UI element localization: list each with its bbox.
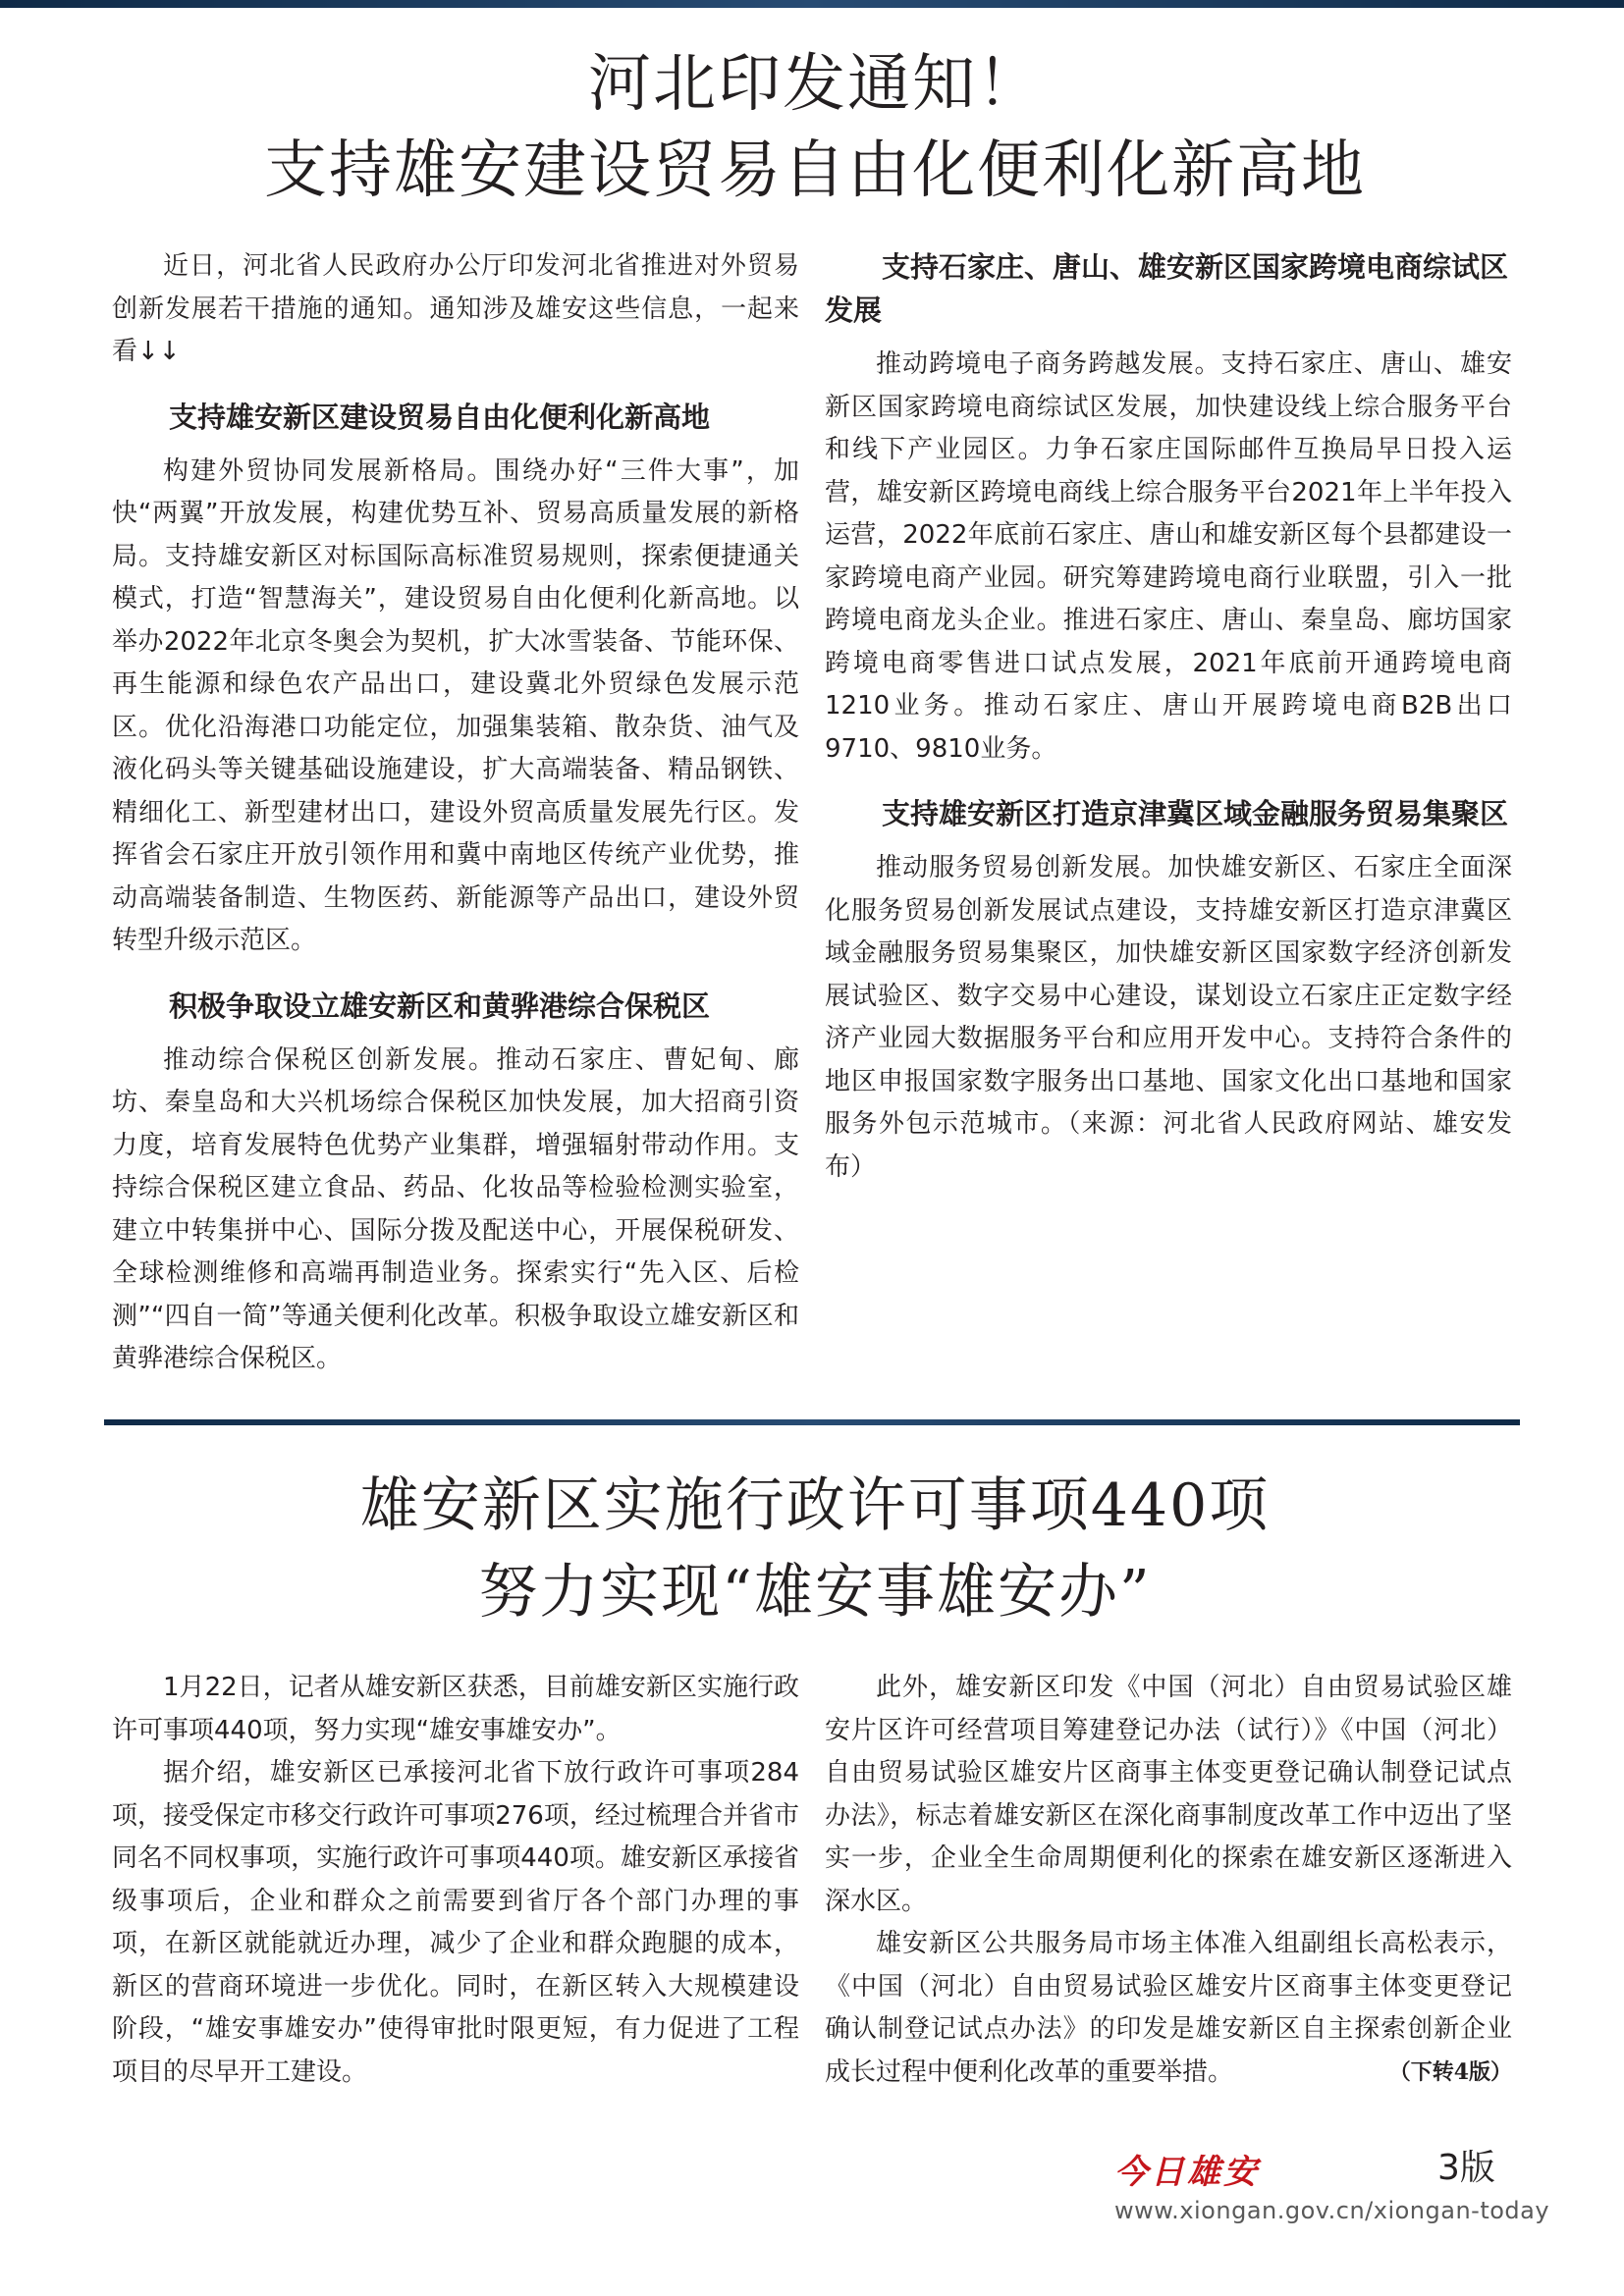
article2-right-column xyxy=(825,1667,1512,2138)
article2-paragraph2: 据介绍，雄安新区已承接河北省下放行政许可事项284项，接受保定市移交行政许可事项276项，经过梳理合并省市同名不同权事项，实施行政许可事项440项。雄安新区承接省级事项后，企业和群众之前需要到省厅各个部门办理的事项，在新区就能就近办理，减少了企业和群众跑腿的成本，新区的营商环境进一步优化。同时，在新区转入大规模建设阶段，“雄安事雄安办”使得审批时限更短，有力促进了工程项目的尽早开工建设。 xyxy=(112,1758,799,2087)
newspaper-logo: 今日雄安 xyxy=(1114,2153,1260,2192)
continued-note: （下转4版） xyxy=(1388,2058,1512,2085)
article2-title-line2: 努力实现“雄安事雄安办” xyxy=(478,1558,1152,1627)
top-band xyxy=(0,0,1624,8)
website-url: www.xiongan.gov.cn/xiongan-today xyxy=(1114,2197,1550,2224)
article2-paragraph3: 此外，雄安新区印发《中国（河北）自由贸易试验区雄安片区许可经营项目筹建登记办法（试行）》《中国（河北）自由贸易试验区雄安片区商事主体变更登记确认制登记试点办法》，标志着雄安新区在深化商事制度改革工作中迈出了坚实一步，企业全生命周期便利化的探索在雄安新区逐渐进入深水区。 xyxy=(825,1673,1512,1916)
article1-right-column xyxy=(825,245,1512,1399)
article1-title-line2: 支持雄安建设贸易自由化便利化新高地 xyxy=(264,134,1366,207)
article2-paragraph4 xyxy=(825,1923,1512,2094)
page-number: 3版 xyxy=(1437,2148,1495,2188)
article1-intro: 近日，河北省人民政府办公厅印发河北省推进对外贸易创新发展若干措施的通知。通知涉及雄安这些信息，一起来看↓↓ xyxy=(112,251,799,366)
article2-title-line1: 雄安新区实施行政许可事项440项 xyxy=(359,1471,1271,1540)
article1-section2-body: 推动综合保税区创新发展。推动石家庄、曹妃甸、廊坊、秦皇岛和大兴机场综合保税区加快发展，加大招商引资力度，培育发展特色优势产业集群，增强辐射带动作用。支持综合保税区建立食品、药品、化妆品等检验检测实验室，建立中转集拼中心、国际分拨及配送中心，开展保税研发、全球检测维修和高端再制造业务。探索实行“先入区、后检测”“四自一简”等通关便利化改革。积极争取设立雄安新区和黄骅港综合保税区。 xyxy=(112,1044,799,1373)
article2-left-column xyxy=(112,1667,799,2138)
article1-section3-body: 推动跨境电子商务跨越发展。支持石家庄、唐山、雄安新区国家跨境电商综试区发展，加快建设线上综合服务平台和线下产业园区。力争石家庄国际邮件互换局早日投入运营，雄安新区跨境电商线上综合服务平台2021年上半年投入运营，2022年底前石家庄、唐山和雄安新区每个县都建设一家跨境电商产业园。研究筹建跨境电商行业联盟，引入一批跨境电商龙头企业。推进石家庄、唐山、秦皇岛、廊坊国家跨境电商零售进口试点发展，2021年底前开通跨境电商1210业务。推动石家庄、唐山开展跨境电商B2B出口9710、9810业务。 xyxy=(825,349,1512,764)
article1-title-line1: 河北印发通知！ xyxy=(588,48,1042,121)
article2-headline xyxy=(108,1463,1522,1635)
article2-paragraph1: 1月22日，记者从雄安新区获悉，目前雄安新区实施行政许可事项440项，努力实现“雄安事雄安办”。 xyxy=(112,1673,799,1745)
article1-headline xyxy=(108,41,1522,214)
article1-section3-heading: 支持石家庄、唐山、雄安新区国家跨境电商综试区发展 xyxy=(825,250,1509,327)
article1-section2-heading: 积极争取设立雄安新区和黄骅港综合保税区 xyxy=(169,988,711,1023)
article1-section1-heading: 支持雄安新区建设贸易自由化便利化新高地 xyxy=(169,400,711,434)
article1-section4-heading: 支持雄安新区打造京津冀区域金融服务贸易集聚区 xyxy=(882,797,1509,830)
article1-section1-body: 构建外贸协同发展新格局。围绕办好“三件大事”，加快“两翼”开放发展，构建优势互补、贸易高质量发展的新格局。支持雄安新区对标国际高标准贸易规则，探索便捷通关模式，打造“智慧海关”，建设贸易自由化便利化新高地。以举办2022年北京冬奥会为契机，扩大冰雪装备、节能环保、再生能源和绿色农产品出口，建设冀北外贸绿色发展示范区。优化沿海港口功能定位，加强集装箱、散杂货、油气及液化码头等关键基础设施建设，扩大高端装备、精品钢铁、精细化工、新型建材出口，建设外贸高质量发展先行区。发挥省会石家庄开放引领作用和冀中南地区传统产业优势，推动高端装备制造、生物医药、新能源等产品出口，建设外贸转型升级示范区。 xyxy=(112,455,799,955)
article2-paragraph4-text: 雄安新区公共服务局市场主体准入组副组长高松表示，《中国（河北）自由贸易试验区雄安片区商事主体变更登记确认制登记试点办法》的印发是雄安新区自主探索创新企业成长过程中便利化改革的重要举措。 xyxy=(825,1929,1512,2087)
section-divider xyxy=(104,1419,1520,1425)
article1-left-column xyxy=(112,245,799,1399)
article1-section4-body: 推动服务贸易创新发展。加快雄安新区、石家庄全面深化服务贸易创新发展试点建设，支持雄安新区打造京津冀区域金融服务贸易集聚区，加快雄安新区国家数字经济创新发展试验区、数字交易中心建设，谋划设立石家庄正定数字经济产业园大数据服务平台和应用开发中心。支持符合条件的地区申报国家数字服务出口基地、国家文化出口基地和国家服务外包示范城市。（来源：河北省人民政府网站、雄安发布） xyxy=(825,853,1512,1182)
